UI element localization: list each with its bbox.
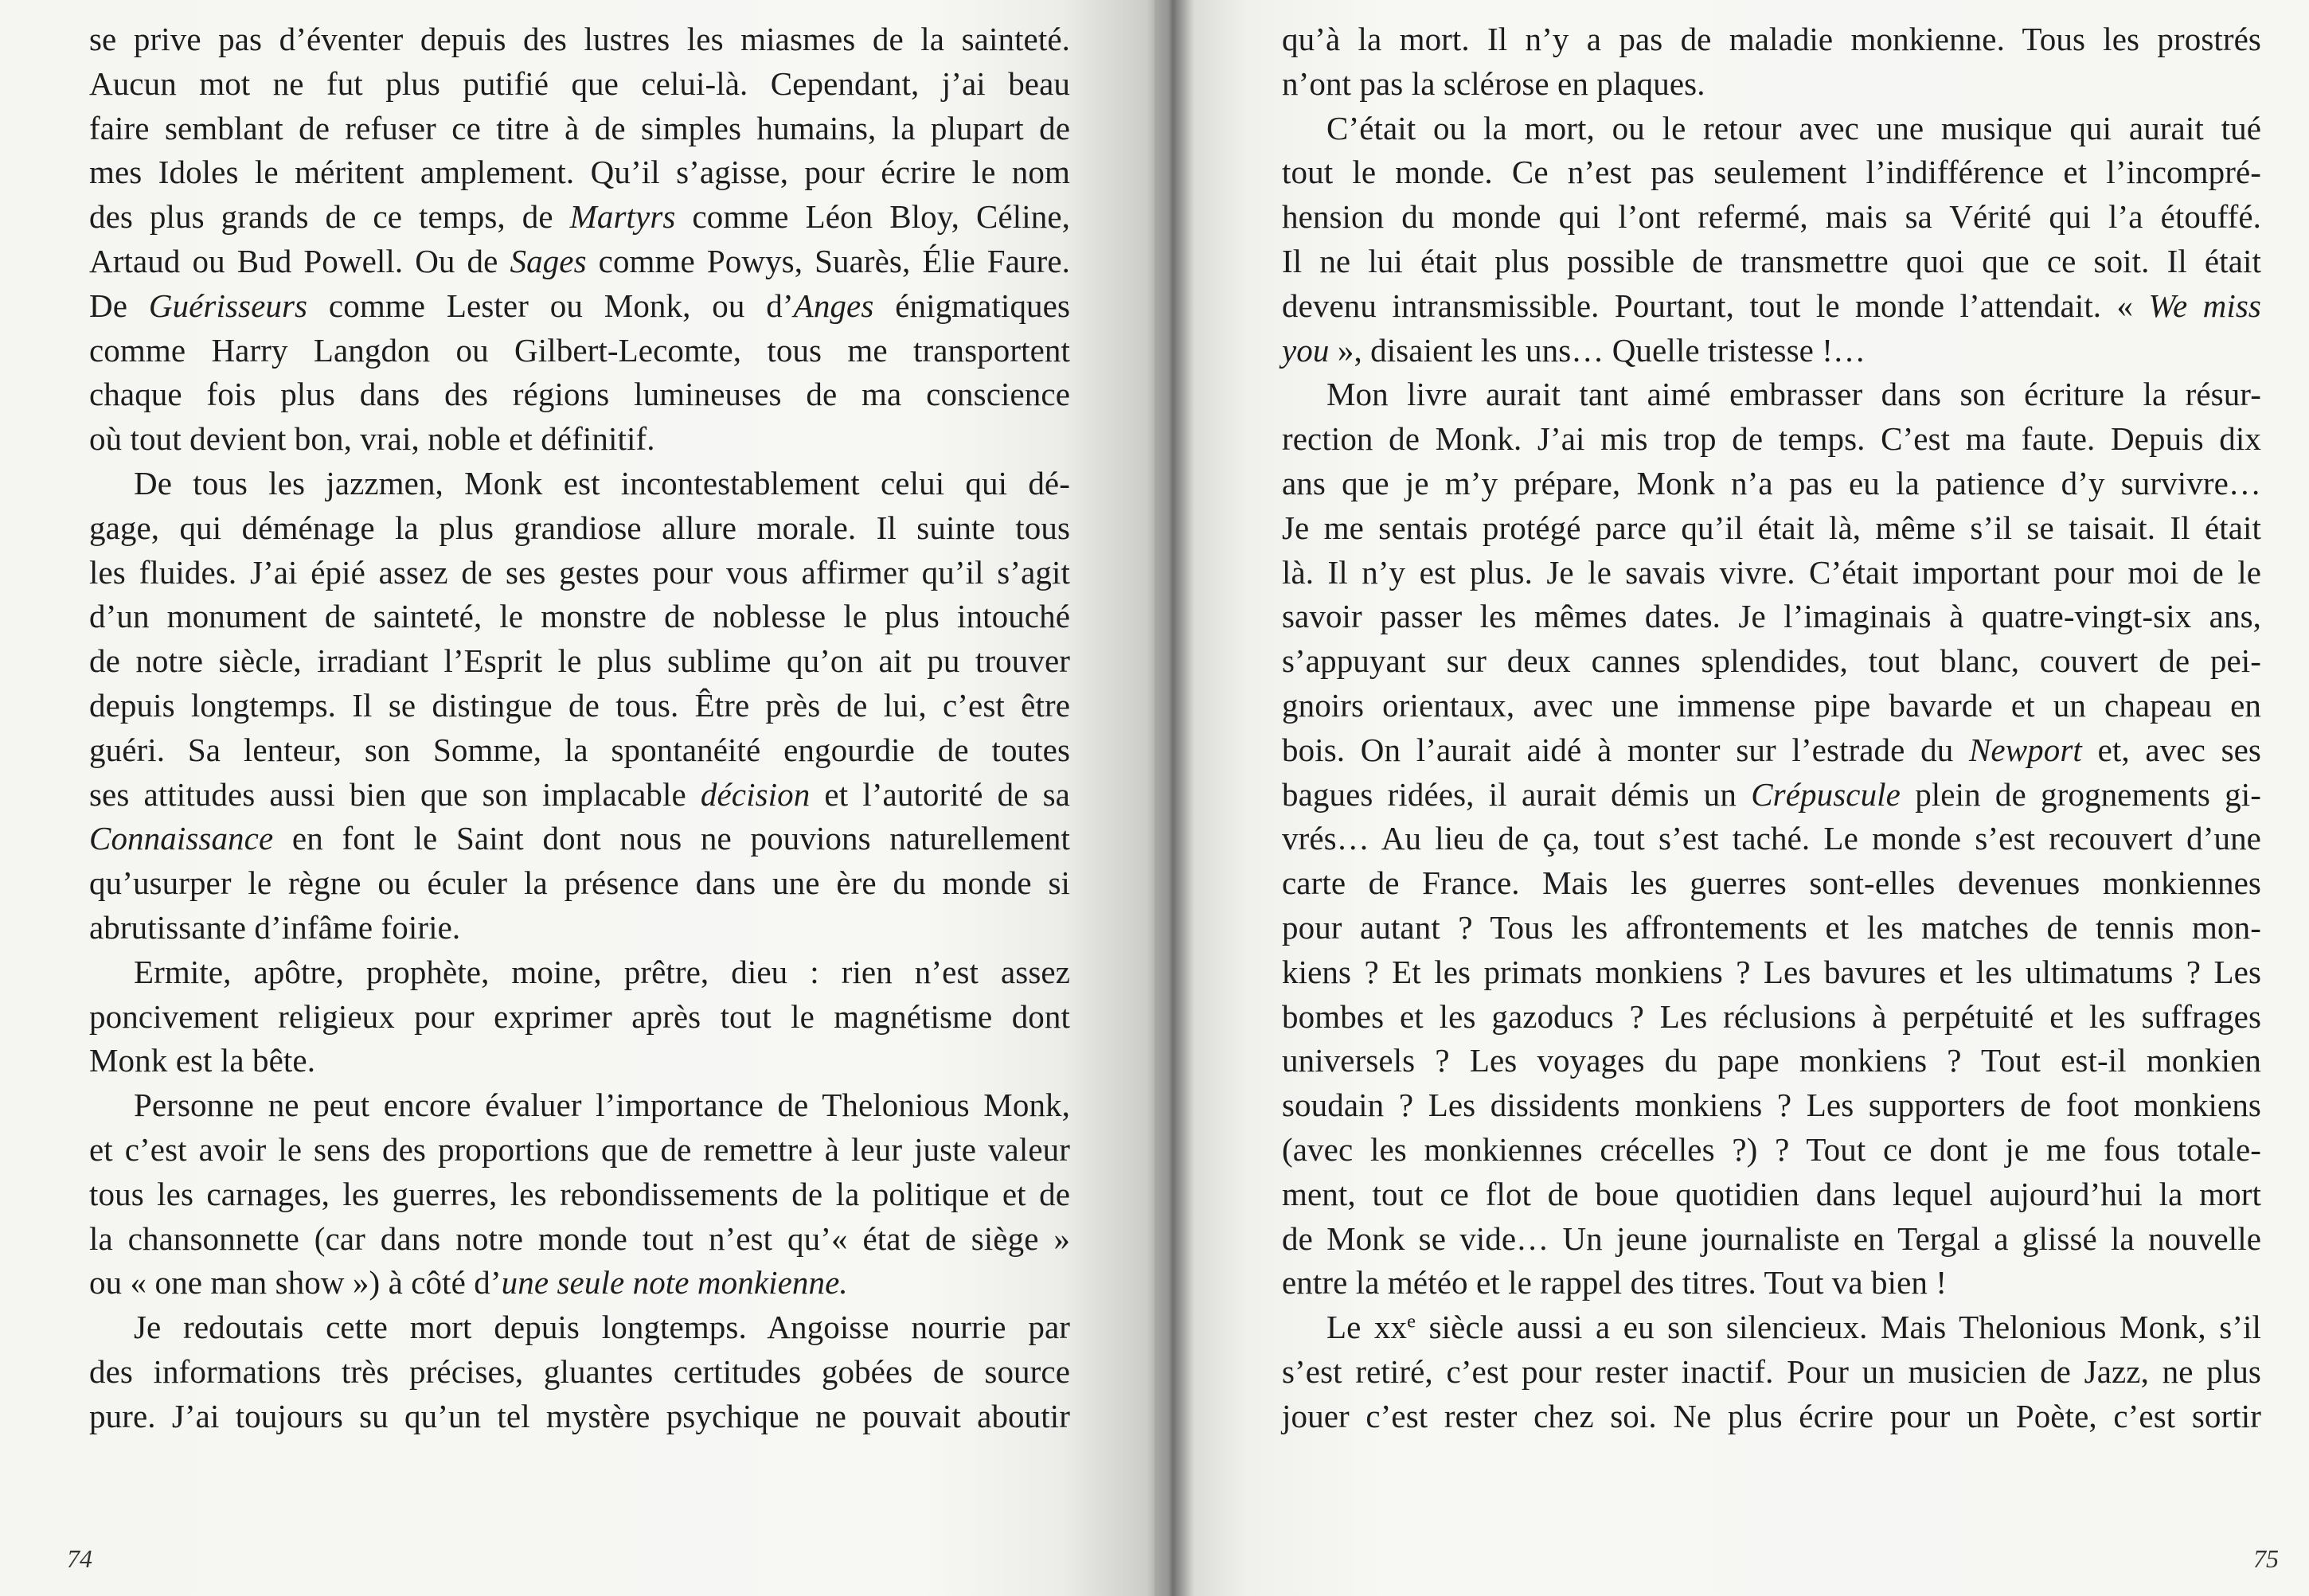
text-line: vrés… Au lieu de ça, tout s’est taché. Le monde s’est recouvert d’une — [1282, 820, 2261, 857]
text-line: tous les carnages, les guerres, les rebondissements de la politique et de — [89, 1175, 1070, 1212]
text-line: savoir passer les mêmes dates. Je l’imaginais à quatre-vingt-six ans, — [1282, 598, 2261, 635]
text-line: Artaud ou Bud Powell. Ou de Sages comme Powys, Suarès, Élie Faure. — [89, 242, 1070, 279]
text-line: hension du monde qui l’ont refermé, mais sa Vérité qui l’a étouffé. — [1282, 198, 2261, 236]
text-line: Connaissance en font le Saint dont nous ne pouvions naturellement — [89, 820, 1070, 857]
text-line: bombes et les gazoducs ? Les réclusions à perpétuité et les suffrages — [1282, 997, 2261, 1035]
text-line: tout le monde. Ce n’est pas seulement l’indifférence et l’incompré- — [1282, 154, 2261, 191]
text-line: C’était ou la mort, ou le retour avec une musique qui aurait tué — [1326, 109, 2261, 146]
text-line: n’ont pas la sclérose en plaques. — [1282, 64, 1705, 102]
text-line: Je me sentais protégé parce qu’il était là, même s’il se taisait. Il était — [1282, 509, 2261, 546]
text-line: chaque fois plus dans des régions lumineuses de ma conscience — [89, 376, 1070, 413]
text-line: des plus grands de ce temps, de Martyrs comme Léon Bloy, Céline, — [89, 198, 1070, 236]
text-line: s’est retiré, c’est pour rester inactif. Pour un musicien de Jazz, ne plus — [1282, 1352, 2261, 1390]
text-line: qu’à la mort. Il n’y a pas de maladie monkienne. Tous les prostrés — [1282, 21, 2261, 57]
text-line: you », disaient les uns… Quelle tristesse !… — [1282, 331, 1866, 369]
text-line: là. Il n’y est plus. Je le savais vivre. C’était important pour moi de le — [1282, 553, 2261, 591]
text-line: Je redoutais cette mort depuis longtemps. Angoisse nourrie par — [134, 1309, 1070, 1346]
text-line: comme Harry Langdon ou Gilbert-Lecomte, tous me transportent — [89, 331, 1070, 369]
text-line: soudain ? Les dissidents monkiens ? Les supporters de foot monkiens — [1282, 1087, 2261, 1124]
text-line: bois. On l’aurait aidé à monter sur l’estrade du Newport et, avec ses — [1282, 731, 2261, 768]
text-line: devenu intransmissible. Pourtant, tout le monde l’attendait. « We miss — [1282, 287, 2261, 324]
right-page — [1154, 0, 2309, 1596]
text-line: d’un monument de sainteté, le monstre de noblesse le plus intouché — [89, 598, 1070, 635]
text-line: poncivement religieux pour exprimer après tout le magnétisme dont — [89, 997, 1070, 1035]
right-page-number: 75 — [2253, 1544, 2279, 1573]
text-line: universels ? Les voyages du pape monkiens ? Tout est-il monkien — [1282, 1042, 2261, 1079]
text-line: De tous les jazzmen, Monk est incontestablement celui qui dé- — [134, 464, 1070, 501]
text-line: abrutissante d’infâme foirie. — [89, 908, 461, 946]
text-line: des informations très précises, gluantes certitudes gobées de source — [89, 1352, 1070, 1390]
text-line: mes Idoles le méritent amplement. Qu’il s’agisse, pour écrire le nom — [89, 154, 1070, 191]
text-line: Mon livre aurait tant aimé embrasser dans son écriture la résur- — [1326, 376, 2261, 413]
text-line: pour autant ? Tous les affrontements et les matches de tennis mon- — [1282, 908, 2261, 946]
text-line: et c’est avoir le sens des proportions que de remettre à leur juste valeur — [89, 1130, 1070, 1168]
text-line: faire semblant de refuser ce titre à de simples humains, la plupart de — [89, 109, 1070, 146]
text-line: ment, tout ce flot de boue quotidien dans lequel aujourd’hui la mort — [1282, 1175, 2261, 1212]
text-line: De Guérisseurs comme Lester ou Monk, ou d’Anges énigmatiques — [89, 287, 1071, 324]
left-page-number: 74 — [67, 1544, 92, 1573]
text-line: Personne ne peut encore évaluer l’importance de Thelonious Monk, — [134, 1087, 1070, 1124]
text-line: gage, qui déménage la plus grandiose allure morale. Il suinte tous — [89, 509, 1070, 546]
text-line: ou « one man show ») à côté d’une seule note monkienne. — [89, 1264, 848, 1301]
left-page-text — [89, 18, 1070, 1439]
text-line: Monk est la bête. — [89, 1042, 316, 1079]
text-line: où tout devient bon, vrai, noble et définitif. — [89, 420, 655, 458]
text-line: la chansonnette (car dans notre monde tout n’est qu’« état de siège » — [89, 1219, 1070, 1257]
text-line: se prive pas d’éventer depuis des lustres les miasmes de la sainteté. — [89, 21, 1070, 57]
text-line: carte de France. Mais les guerres sont-elles devenues monkiennes — [1282, 864, 2261, 902]
text-line: Le $xx^e$ siècle aussi a eu son silencieux. Mais Thelonious Monk, s’il — [1326, 1309, 2261, 1346]
text-line: de Monk se vide… Un jeune journaliste en Tergal a glissé la nouvelle — [1282, 1219, 2261, 1257]
text-line: kiens ? Et les primats monkiens ? Les bavures et les ultimatums ? Les — [1282, 953, 2261, 990]
text-line: Ermite, apôtre, prophète, moine, prêtre, dieu : rien n’est assez — [134, 953, 1070, 990]
text-line: rection de Monk. J’ai mis trop de temps. C’est ma faute. Depuis dix — [1282, 420, 2261, 458]
text-line: bagues ridées, il aurait démis un Crépuscule plein de grognements gi- — [1282, 775, 2261, 813]
text-line: jouer c’est rester chez soi. Ne plus écrire pour un Poète, c’est sortir — [1282, 1397, 2261, 1434]
text-line: (avec les monkiennes crécelles ?) ? Tout ce dont je me fous totale- — [1282, 1130, 2261, 1168]
text-line: les fluides. J’ai épié assez de ses gestes pour vous affirmer qu’il s’agit — [89, 553, 1070, 591]
text-line: de notre siècle, irradiant l’Esprit le plus sublime qu’on ait pu trouver — [89, 642, 1070, 680]
text-line: depuis longtemps. Il se distingue de tous. Être près de lui, c’est être — [89, 686, 1070, 724]
text-line: pure. J’ai toujours su qu’un tel mystère psychique ne pouvait aboutir — [89, 1397, 1070, 1434]
text-line: Il ne lui était plus possible de transmettre quoi que ce soit. Il était — [1282, 242, 2261, 279]
right-page-text — [1282, 18, 2261, 1439]
text-line: qu’usurper le règne ou éculer la présence dans une ère du monde si — [89, 864, 1070, 902]
text-line: Aucun mot ne fut plus putifié que celui-là. Cependant, j’ai beau — [89, 64, 1070, 102]
left-page — [0, 0, 1154, 1596]
text-line: ses attitudes aussi bien que son implacable décision et l’autorité de sa — [89, 775, 1070, 813]
text-line: ans que je m’y prépare, Monk n’a pas eu la patience d’y survivre… — [1282, 464, 2261, 501]
text-line: entre la météo et le rappel des titres. Tout va bien ! — [1282, 1264, 1948, 1301]
text-line: guéri. Sa lenteur, son Somme, la spontanéité engourdie de toutes — [89, 731, 1070, 768]
text-line: gnoirs orientaux, avec une immense pipe bavarde et un chapeau en — [1282, 686, 2261, 724]
text-line: s’appuyant sur deux cannes splendides, tout blanc, couvert de pei- — [1282, 642, 2261, 680]
